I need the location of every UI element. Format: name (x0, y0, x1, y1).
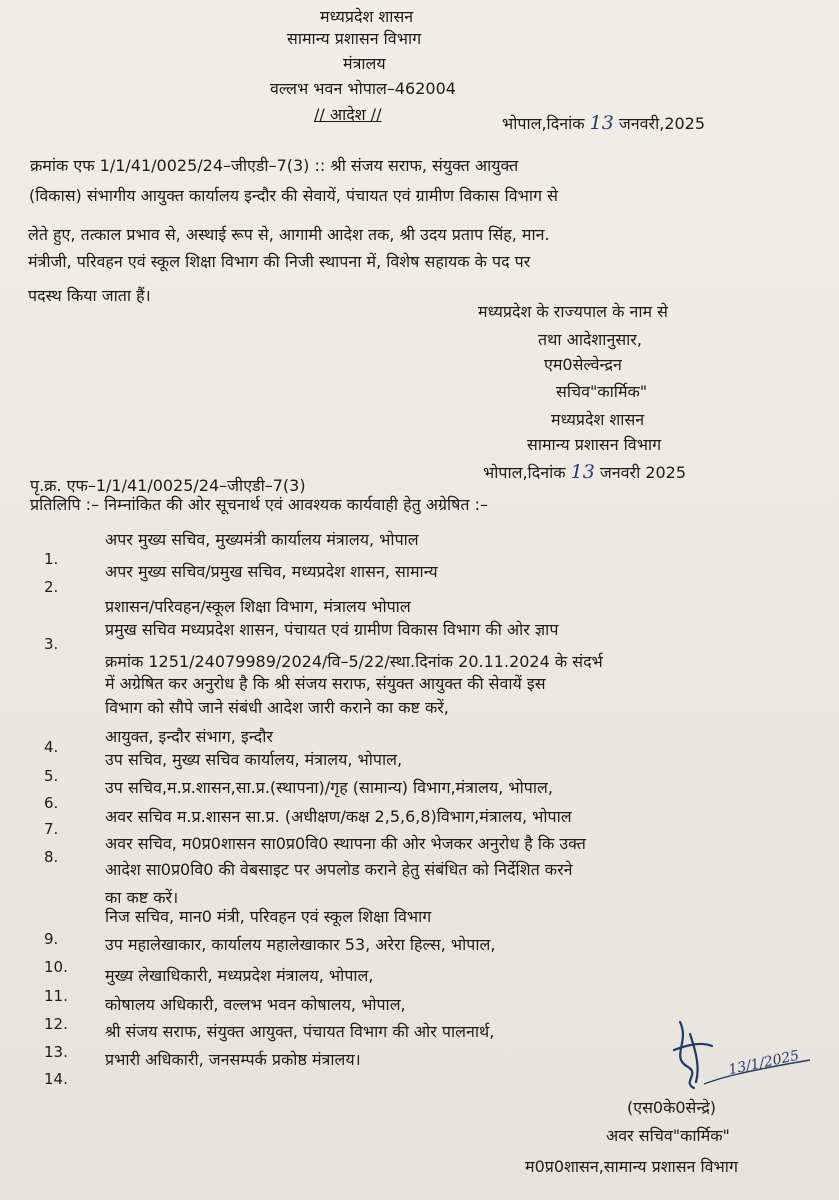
header-state: मध्यप्रदेश शासन (320, 7, 414, 26)
signature-authority-line: मध्यप्रदेश के राज्यपाल के नाम से (478, 302, 668, 321)
copy-item: कोषालय अधिकारी, वल्लभ भवन कोषालय, भोपाल, (105, 995, 406, 1014)
endorsement-date-prefix: भोपाल,दिनांक (483, 463, 566, 482)
endorsement-date-rest: जनवरी 2025 (599, 463, 687, 482)
copy-item: आदेश सा0प्र0वि0 की वेबसाइट पर अपलोड कराने हेतु संबंधित को निर्देशित करने (105, 860, 573, 879)
copy-item: क्रमांक 1251/24079989/2024/वि–5/22/स्था.दिनांक 20.11.2024 के संदर्भ (105, 652, 603, 671)
copy-item: आयुक्त, इन्दौर संभाग, इन्दौर (105, 727, 273, 746)
copy-number: 13. (44, 1043, 68, 1061)
copy-number: 14. (44, 1070, 68, 1088)
handwritten-date: 13/1/2025 (727, 1047, 801, 1079)
copy-number: 10. (44, 958, 68, 976)
signatory-designation: सचिव"कार्मिक" (556, 382, 648, 401)
order-date-day: 13 (589, 112, 614, 134)
signatory2-designation: अवर सचिव"कार्मिक" (606, 1126, 730, 1145)
order-date (502, 112, 705, 134)
header-secretariat: मंत्रालय (343, 54, 386, 73)
copy-item: अपर मुख्य सचिव, मुख्यमंत्री कार्यालय मंत्रालय, भोपाल (105, 530, 419, 549)
endorsement-date-day: 13 (570, 461, 595, 483)
copy-number: 11. (44, 987, 68, 1005)
order-line: लेते हुए, तत्काल प्रभाव से, अस्थाई रूप से, आगामी आदेश तक, श्री उदय प्रताप सिंह, मान. (28, 225, 550, 244)
copy-number: 9. (44, 930, 59, 948)
endorsement-date (483, 463, 686, 482)
copy-item: उप महालेखाकार, कार्यालय महालेखाकार 53, अरेरा हिल्स, भोपाल, (105, 935, 496, 954)
header-department: सामान्य प्रशासन विभाग (287, 29, 422, 48)
order-date-rest: जनवरी,2025 (618, 114, 706, 133)
copy-number: 6. (44, 794, 59, 812)
copy-item: का कष्ट करें। (105, 888, 179, 907)
copy-item: अवर सचिव, म0प्र0शासन सा0प्र0वि0 स्थापना की ओर भेजकर अनुरोध है कि उक्त (105, 834, 586, 853)
copy-number: 5. (44, 767, 59, 785)
order-title: // आदेश // (314, 105, 382, 124)
copy-number: 7. (44, 820, 59, 838)
signatory-department: सामान्य प्रशासन विभाग (527, 435, 662, 454)
order-date-prefix: भोपाल,दिनांक (502, 114, 585, 133)
copy-number: 1. (44, 550, 59, 568)
signatory-name: एम0सेल्वेन्द्रन (544, 355, 622, 374)
order-line: क्रमांक एफ 1/1/41/0025/24–जीएडी–7(3) :: श्री संजय सराफ, संयुक्त आयुक्त (30, 156, 519, 175)
copy-item: अवर सचिव म.प्र.शासन सा.प्र. (अधीक्षण/कक्ष 2,5,6,8)विभाग,मंत्रालय, भोपाल (105, 807, 572, 826)
copy-item: विभाग को सौपे जाने संबंधी आदेश जारी कराने का कष्ट करें, (105, 698, 449, 717)
copy-item: उप सचिव, मुख्य सचिव कार्यालय, मंत्रालय, भोपाल, (105, 750, 403, 769)
copy-item: अपर मुख्य सचिव/प्रमुख सचिव, मध्यप्रदेश शासन, सामान्य (105, 562, 438, 581)
signature-authority-line: तथा आदेशानुसार, (538, 330, 642, 349)
copy-number: 4. (44, 738, 59, 756)
signatory2-name: (एस0के0सेन्द्रे) (627, 1098, 717, 1117)
copy-number: 3. (44, 635, 59, 653)
order-line: पदस्थ किया जाता हैं। (28, 286, 151, 305)
order-line: मंत्रीजी, परिवहन एवं स्कूल शिक्षा विभाग की निजी स्थापना में, विशेष सहायक के पद पर (28, 252, 531, 271)
copy-forward-line: प्रतिलिपि :– निम्नांकित की ओर सूचनार्थ एवं आवश्यक कार्यवाही हेतु अग्रेषित :– (30, 495, 489, 514)
copy-number: 8. (44, 848, 59, 866)
copy-item: में अग्रेषित कर अनुरोध है कि श्री संजय सराफ, संयुक्त आयुक्त की सेवायें इस (105, 674, 546, 693)
copy-item: उप सचिव,म.प्र.शासन,सा.प्र.(स्थापना)/गृह (सामान्य) विभाग,मंत्रालय, भोपाल, (105, 778, 553, 797)
copy-item: प्रमुख सचिव मध्यप्रदेश शासन, पंचायत एवं ग्रामीण विकास विभाग की ओर ज्ञाप (105, 620, 559, 639)
signatory2-department: म0प्र0शासन,सामान्य प्रशासन विभाग (525, 1157, 738, 1176)
copy-item: निज सचिव, मान0 मंत्री, परिवहन एवं स्कूल शिक्षा विभाग (105, 907, 432, 926)
signatory-government: मध्यप्रदेश शासन (551, 410, 645, 429)
copy-item: प्रभारी अधिकारी, जनसम्पर्क प्रकोष्ठ मंत्रालय। (105, 1050, 361, 1069)
copy-item: श्री संजय सराफ, संयुक्त आयुक्त, पंचायत विभाग की ओर पालनार्थ, (105, 1022, 495, 1041)
order-line: (विकास) संभागीय आयुक्त कार्यालय इन्दौर की सेवायें, पंचायत एवं ग्रामीण विकास विभाग से (29, 186, 558, 205)
copy-number: 2. (44, 578, 59, 596)
copy-item: मुख्य लेखाधिकारी, मध्यप्रदेश मंत्रालय, भोपाल, (105, 966, 374, 985)
endorsement-ref: पृ.क्र. एफ–1/1/41/0025/24–जीएडी–7(3) (30, 476, 306, 495)
copy-number: 12. (44, 1015, 68, 1033)
copy-item: प्रशासन/परिवहन/स्कूल शिक्षा विभाग, मंत्रालय भोपाल (105, 597, 411, 616)
header-address: वल्लभ भवन भोपाल–462004 (270, 79, 456, 98)
